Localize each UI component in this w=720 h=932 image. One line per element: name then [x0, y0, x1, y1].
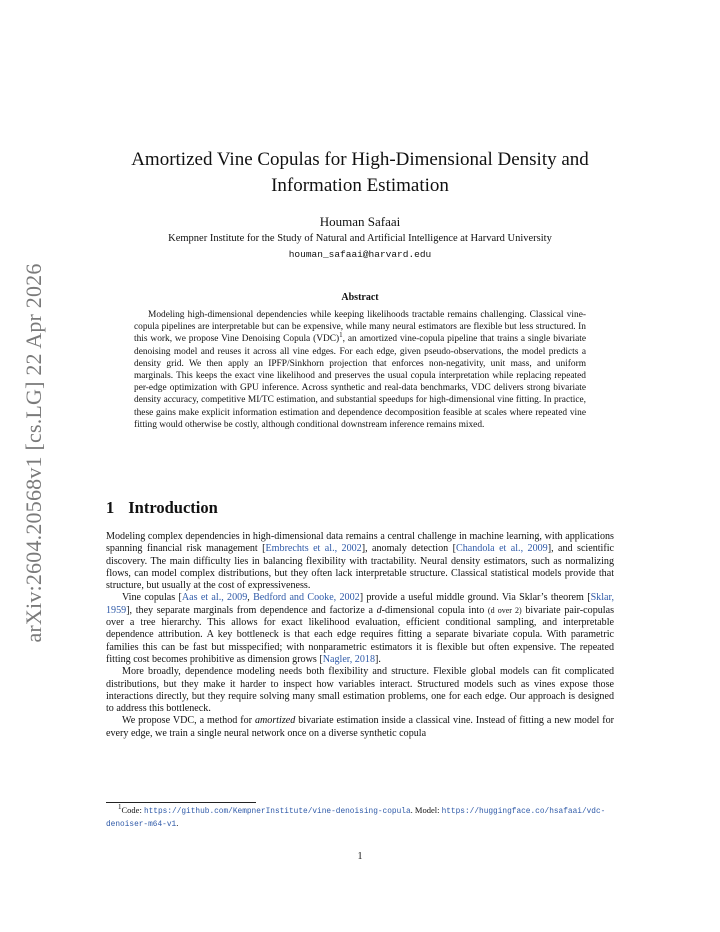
section-title: Introduction — [128, 498, 218, 517]
intro-paragraph-2 — [106, 592, 614, 666]
text-run: ] provide a useful middle ground. Via Sklar’s theorem [ — [359, 592, 591, 604]
abstract-body — [134, 309, 586, 431]
footnote-code-label: Code: — [121, 805, 144, 815]
text-run: ]. — [375, 653, 381, 665]
citation-link[interactable]: Aas et al., 2009 — [181, 592, 248, 604]
author-name: Houman Safaai — [319, 214, 401, 229]
section-heading-introduction — [106, 498, 218, 518]
citation-link[interactable]: Sklar, 1959 — [106, 592, 614, 616]
math-variable-d: d — [376, 604, 382, 616]
text-run: bivariate pair-copulas over a tree hierarchy. This allows for exact likelihood evaluation, efficient conditional sampling, and interpretable dependence attribution. A key bottleneck is that each edge requires fitting a separate bivariate copula. With parametric families this can be fast but misspecified; with nonparametric estimators it is flexible but often expensive. The repeated fitting cost becomes prohibitive as dimension grows [ — [106, 604, 614, 665]
introduction-body — [106, 531, 614, 740]
citation-link[interactable]: Embrechts et al., 2002 — [265, 543, 362, 555]
text-run: ], and scientific discovery. The main difficulty lies in balancing flexibility with tractability. Neural density estimators, such as normalizing flows, can model complex distributions, but they often lack interpretable structure. Classical statistical models provide that structure, but usually at the cost of expressiveness. — [106, 543, 615, 592]
citation-link[interactable]: Nagler, 2018 — [322, 653, 375, 665]
footnote-1 — [106, 805, 614, 831]
footnote-marker[interactable]: 1 — [339, 331, 343, 340]
abstract-text-part-2: , an amortized vine-copula pipeline that trains a single bivariate denoising model and reuses it across all vine edges. For each edge, given pseudo-observations, the model predicts a density grid. We then apply an IPFP/Sinkhorn projection that enforces non-negativity, unit mass, and uniform marginals. This keeps the exact vine likelihood and preserves the usual copula interpretation while replacing repeated per-edge optimization with GPU inference. Across synthetic and real-data benchmarks, VDC delivers strong bivariate density accuracy, competitive MI/TC estimation, and substantial speedups for high-dimensional vine fitting. In practice, these gains make explicit information estimation and dependence decomposition feasible at scales where repeated vine fitting would otherwise be costly, although conditional downstream inference remains mixed. — [134, 334, 586, 430]
text-run: , — [247, 592, 254, 604]
footnote-divider — [106, 802, 256, 803]
title-line-1: Amortized Vine Copulas for High-Dimensional Density and — [131, 149, 589, 170]
paper-title — [100, 147, 620, 199]
text-run: Modeling complex dependencies in high-dimensional data remains a central challenge in machine learning, with applications spanning financial risk management [ — [106, 531, 614, 555]
binomial-coefficient: (d over 2) — [487, 605, 522, 615]
citation-link[interactable]: Chandola et al., 2009 — [455, 543, 548, 555]
citation-link[interactable]: Bedford and Cooke, 2002 — [253, 592, 360, 604]
footnote-model-label: . Model: — [410, 805, 442, 815]
emphasis-amortized: amortized — [254, 715, 296, 727]
intro-paragraph-4 — [106, 715, 614, 740]
code-repository-link[interactable]: https://github.com/KempnerInstitute/vine-denoising-copula — [143, 808, 411, 816]
text-run: bivariate estimation inside a classical vine. Instead of fitting a new model for every edge, we train a single neural network once on a diverse synthetic copula — [106, 715, 614, 739]
text-run: -dimensional copula into — [381, 604, 488, 616]
text-run: ], anomaly detection [ — [361, 543, 456, 555]
title-line-2: Information Estimation — [271, 175, 449, 196]
model-link[interactable]: https://huggingface.co/hsafaai/vdc-denoiser-m64-v1 — [106, 808, 606, 829]
text-run: We propose VDC, a method for — [122, 715, 255, 727]
text-run: . — [176, 818, 179, 828]
author-email: houman_safaai@harvard.edu — [288, 249, 432, 260]
text-run: Vine copulas [ — [122, 592, 182, 604]
intro-paragraph-1 — [106, 531, 614, 592]
footnote-number: 1 — [118, 803, 122, 812]
author-affiliation: Kempner Institute for the Study of Natural and Artificial Intelligence at Harvard University — [168, 233, 552, 244]
arxiv-stamp-text: arXiv:2604.20568v1 [cs.LG] 22 Apr 2026 — [21, 263, 46, 643]
abstract-text-part-1: Modeling high-dimensional dependencies while keeping likelihoods tractable remains challenging. Classical vine-copula pipelines are interpretable but can be expensive, while many neural estimators are flexible but less structured. In this work, we propose Vine Denoising Copula (VDC) — [134, 310, 586, 345]
arxiv-identifier-stamp — [14, 262, 54, 644]
text-run: ], they separate marginals from dependence and factorize a — [126, 604, 377, 616]
abstract-heading: Abstract — [341, 292, 379, 303]
page-number: 1 — [357, 851, 363, 862]
intro-paragraph-3: More broadly, dependence modeling needs both flexibility and structure. Flexible global models can fit complicated distributions, but they make it harder to inspect how variables interact. Structured models such as vines expose those interactions directly, but they require solving many small estimation problems, one for each edge. Our approach is designed to address this bottleneck. — [106, 666, 614, 715]
section-number: 1 — [106, 498, 115, 517]
